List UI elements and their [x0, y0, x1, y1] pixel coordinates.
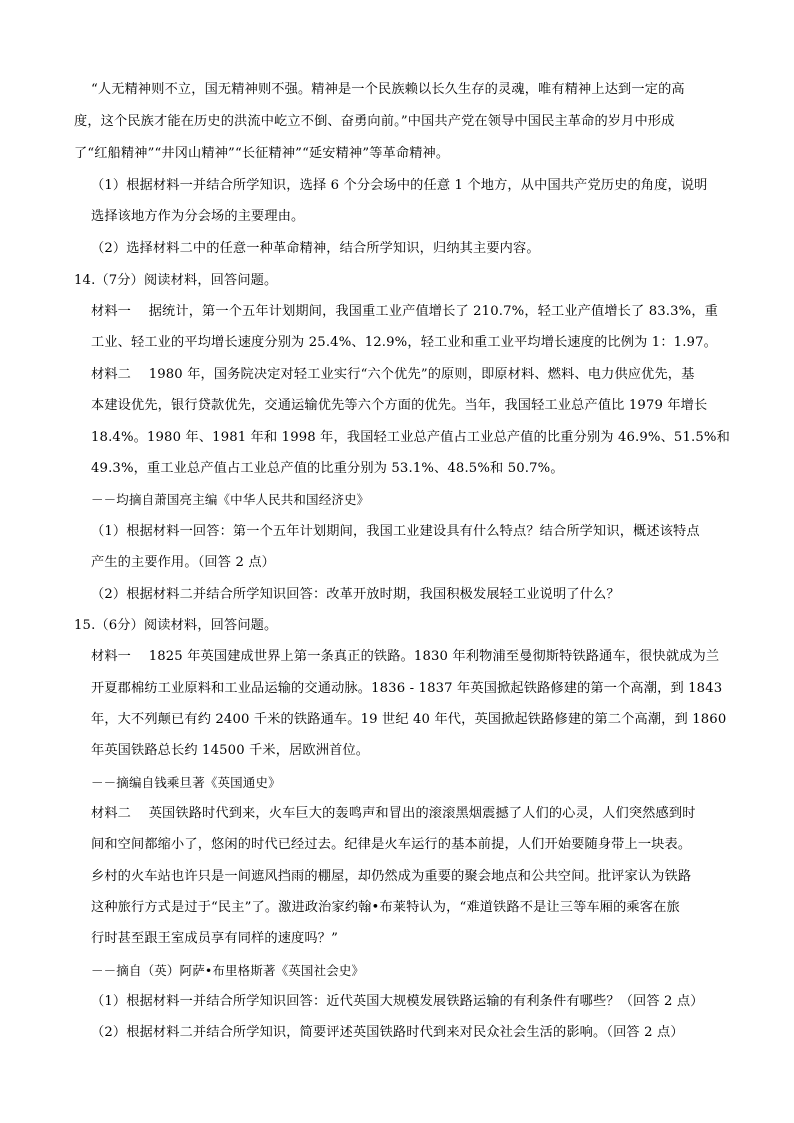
q14-material2-line-3: 18.4%。1980 年、1981 年和 1998 年，我国轻工业总产值占工业总产值的比重分别为 46.9%、51.5%和 [91, 430, 730, 445]
material-quote-line-2: 度，这个民族才能在历史的洪流中屹立不倒、奋勇向前。”中国共产党在领导中国民主革命的岁月中形成 [74, 114, 675, 129]
q14-sub1-line-2: 产生的主要作用。（回答 2 点） [91, 555, 276, 570]
q14-sub1-line-1: （1）根据材料一回答：第一个五年计划期间，我国工业建设具有什么特点？结合所学知识，概述该特点 [91, 524, 700, 539]
q15-material1-line-2: 开夏郡棉纺工业原料和工业品运输的交通动脉。1836 - 1837 年英国掀起铁路修建的第一个高潮，到 1843 [91, 681, 723, 696]
q15-material2-line-2: 间和空间都缩小了，悠闲的时代已经过去。纪律是火车运行的基本前提，人们开始要随身带上一块表。 [91, 837, 692, 852]
q14-material1-line-1: 材料一 据统计，第一个五年计划期间，我国重工业产值增长了 210.7%，轻工业产值增长了 83.3%，重 [91, 304, 719, 319]
q15-material2-line-5: 行时甚至跟王室成员享有同样的速度吗？” [91, 931, 338, 946]
q15-material2-line-1: 材料二 英国铁路时代到来，火车巨大的轰鸣声和冒出的滚滚黑烟震撼了人们的心灵，人们突然感到时 [91, 806, 696, 821]
question-15-heading: 15.（6分）阅读材料，回答问题。 [74, 618, 278, 633]
material-quote-line-3: 了“红船精神”“井冈山精神”“长征精神”“延安精神”等革命精神。 [74, 146, 450, 161]
q13-sub1-line-1: （1）根据材料一并结合所学知识，选择 6 个分会场中的任意 1 个地方，从中国共产党历史的角度，说明 [91, 178, 708, 193]
q13-sub1-line-2: 选择该地方作为分会场的主要理由。 [91, 209, 305, 224]
q15-material2-line-4: 这种旅行方式是过于“民主”了。激进政治家约翰•布莱特认为，“难道铁路不是让三等车厢的乘客在旅 [91, 900, 680, 915]
q13-sub2: （2）选择材料二中的任意一种革命精神，结合所学知识，归纳其主要内容。 [91, 241, 540, 256]
q14-material2-line-4: 49.3%，重工业总产值占工业总产值的比重分别为 53.1%、48.5%和 50.7%。 [91, 461, 564, 476]
q14-material1-line-2: 工业、轻工业的平均增长速度分别为 25.4%、12.9%，轻工业和重工业平均增长速度的比例为 1：1.97。 [91, 335, 717, 350]
q14-material2-line-1: 材料二 1980 年，国务院决定对轻工业实行“六个优先”的原则，即原材料、燃料、电力供应优先，基 [91, 367, 695, 382]
q14-source: －－均摘自萧国亮主编《中华人民共和国经济史》 [91, 492, 370, 507]
q14-material2-line-2: 本建设优先，银行贷款优先，交通运输优先等六个方面的优先。当年，我国轻工业总产值比 1979 年增长 [91, 398, 708, 413]
q15-material1-line-4: 年英国铁路总长约 14500 千米，居欧洲首位。 [91, 743, 370, 758]
q14-sub2: （2）根据材料二并结合所学知识回答：改革开放时期，我国积极发展轻工业说明了什么？ [91, 587, 620, 602]
q15-source-1: －－摘编自钱乘旦著《英国通史》 [91, 775, 281, 790]
q15-sub2: （2）根据材料二并结合所学知识，简要评述英国铁路时代到来对民众社会生活的影响。（回答 2 点） [91, 1025, 684, 1040]
question-14-heading: 14.（7分）阅读材料，回答问题。 [74, 273, 278, 288]
q15-material2-line-3: 乡村的火车站也许只是一间遮风挡雨的棚屋，却仍然成为重要的聚会地点和公共空间。批评家认为铁路 [91, 869, 692, 884]
q15-material1-line-3: 年，大不列颠已有约 2400 千米的铁路通车。19 世纪 40 年代，英国掀起铁路修建的第二个高潮，到 1860 [91, 712, 727, 727]
q15-material1-line-1: 材料一 1825 年英国建成世界上第一条真正的铁路。1830 年利物浦至曼彻斯特铁路通车，很快就成为兰 [91, 649, 720, 664]
q15-sub1: （1）根据材料一并结合所学知识回答：近代英国大规模发展铁路运输的有利条件有哪些？（回答 2 点） [91, 994, 704, 1009]
q15-source-2: －－摘自（英）阿萨•布里格斯著《英国社会史》 [91, 963, 365, 978]
material-quote-line-1: “人无精神则不立，国无精神则不强。精神是一个民族赖以长久生存的灵魂，唯有精神上达到一定的高 [91, 82, 685, 97]
